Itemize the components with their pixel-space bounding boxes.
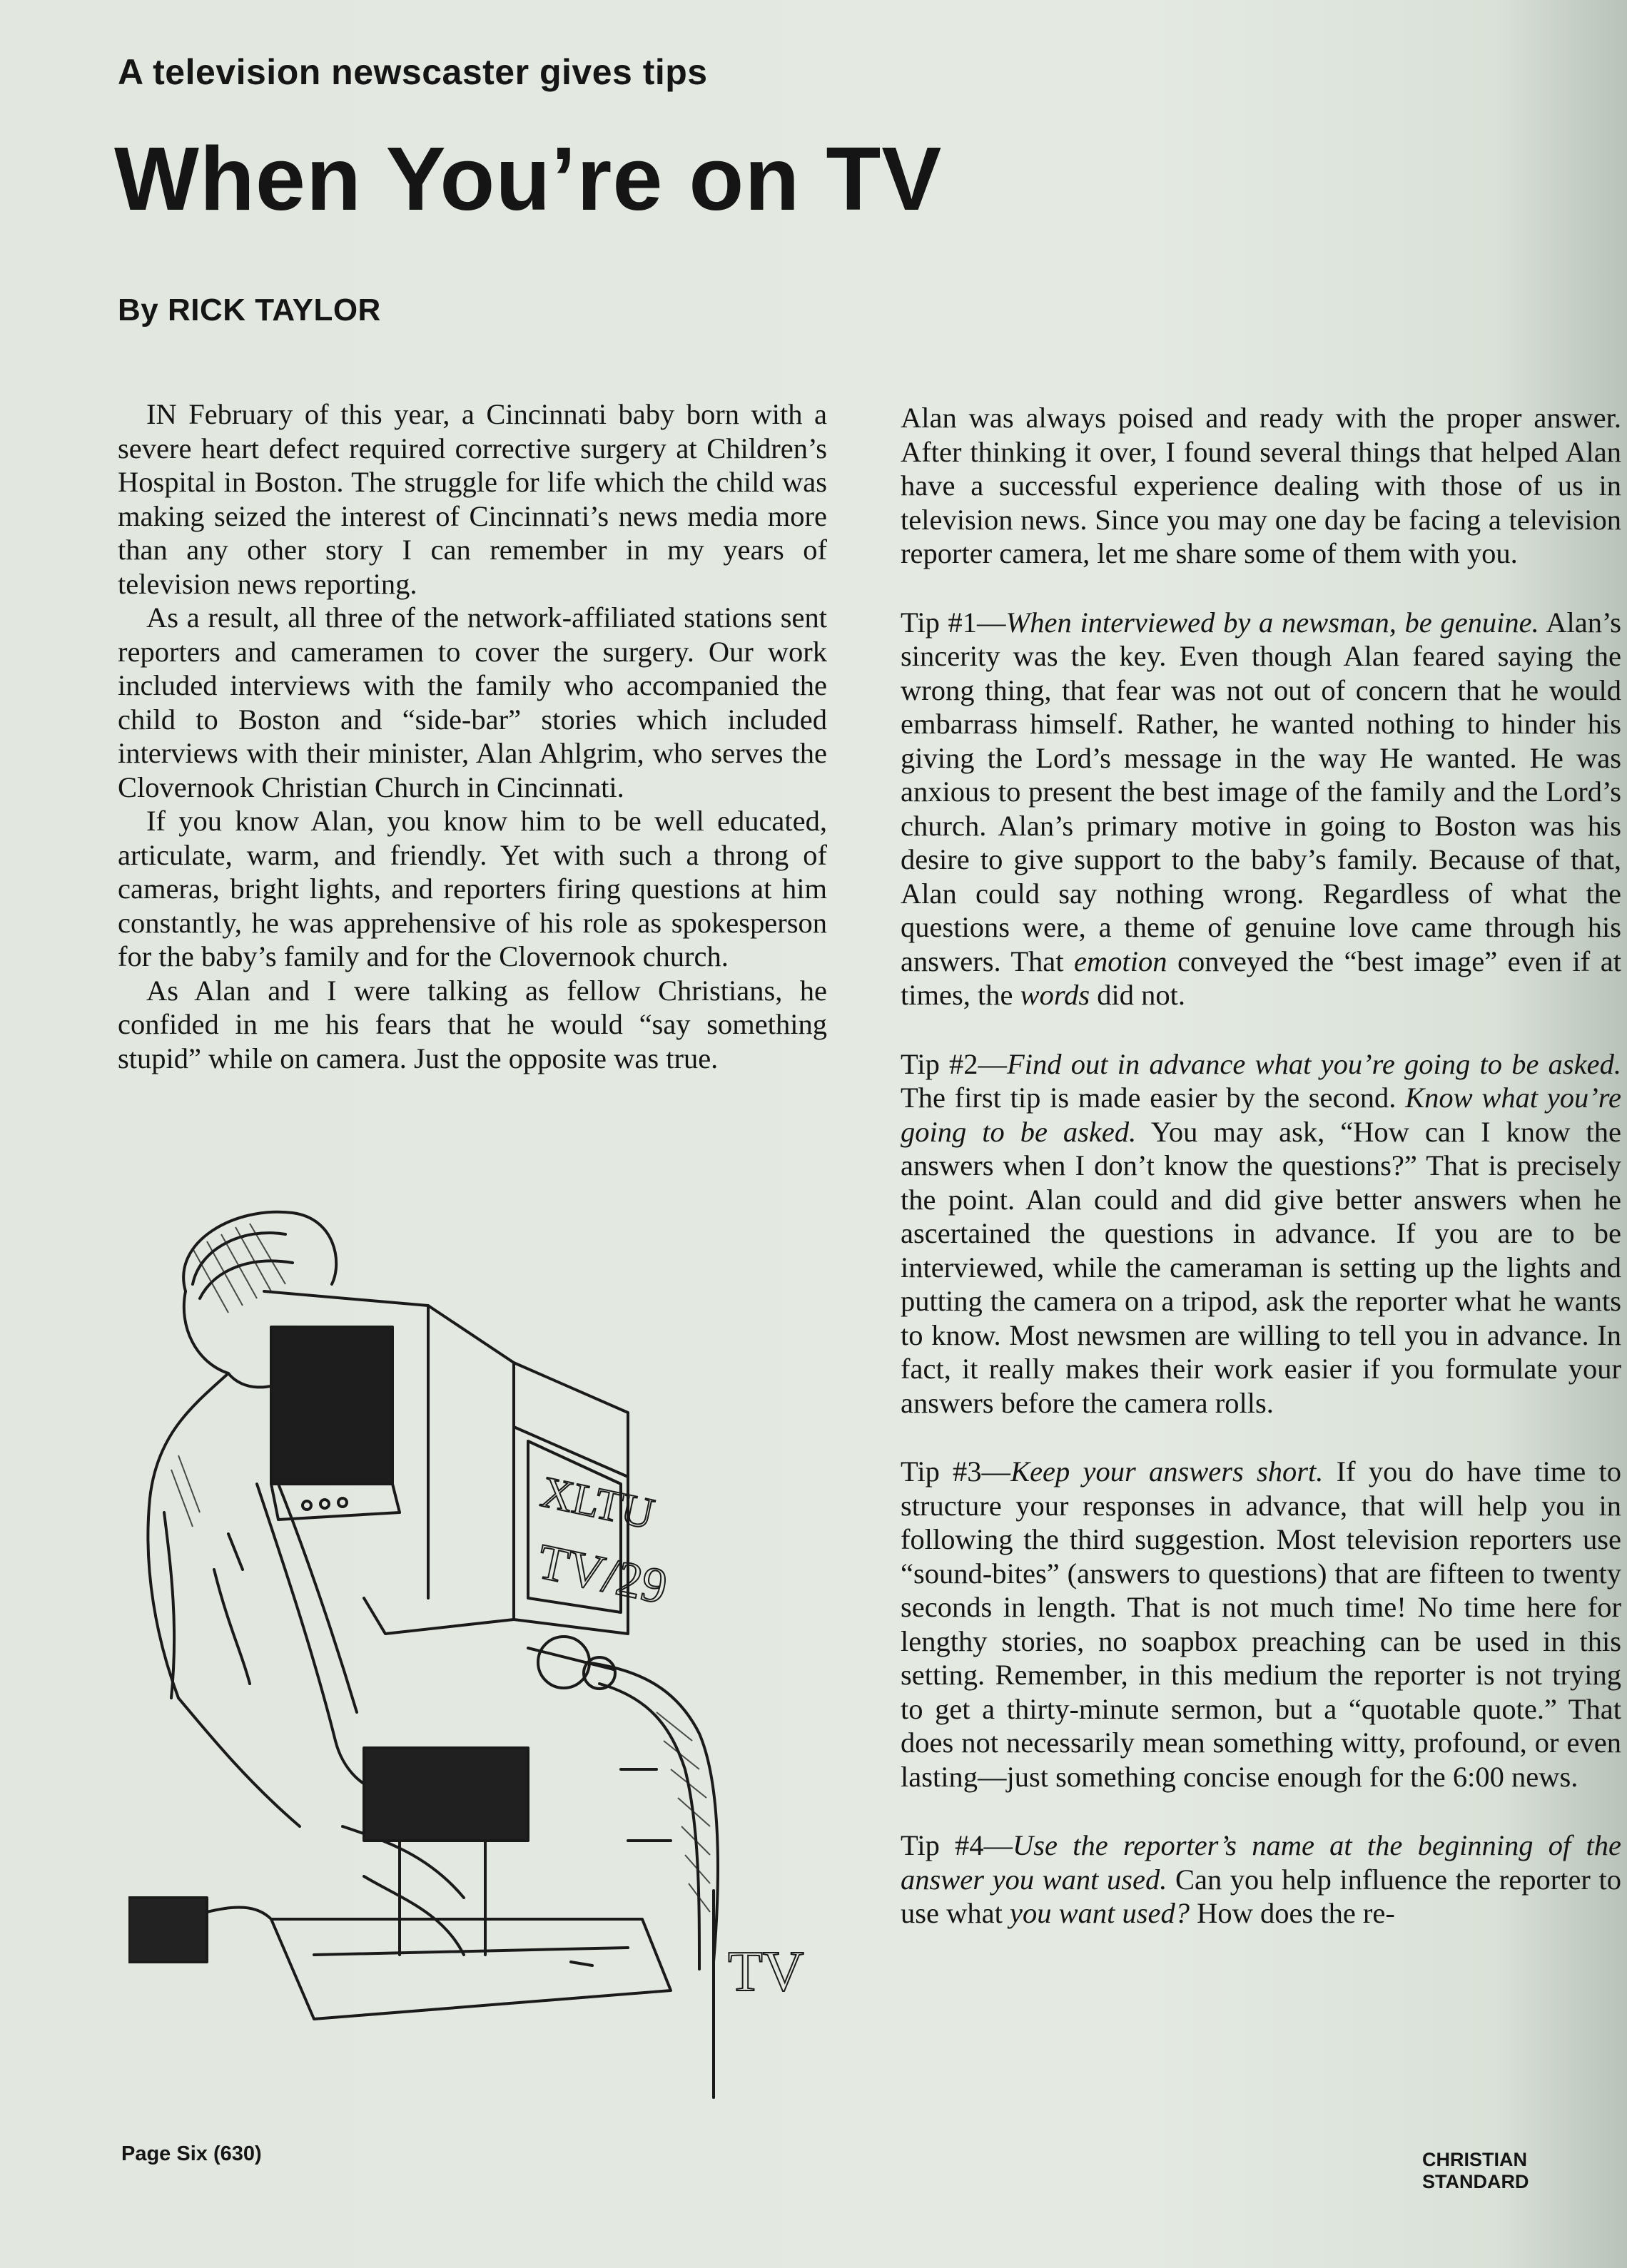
tip-1-body: Alan’s sincerity was the key. Even though Alan feared saying the wrong thing, that fear was not out of concern that he would embarrass himself. Rather, he wanted nothing to hinder his giving the Lord’s message in the way He wanted. He was anxious to present the best image of the family and the Lord’s church. Alan’s primary motive in going to Boston was his desire to give support to the baby’s family. Because of that, Alan could say nothing wrong. Regardless of what the questions were, a theme of genuine love came through his answers. That xyxy=(901,606,1621,977)
publication-footer: CHRISTIAN STANDARD xyxy=(1422,2149,1529,2192)
tip-3-body: If you do have time to structure your responses in advance, that will help you in following the third suggestion. Most television reporters use “sound-bites” (answers to questions) that are fifteen to twenty seconds in length. That is not much time! No time here for lengthy stories, no soapbox preaching can be used in this setting. Remember, in this medium the reporter is not trying to get a thirty-minute sermon, but a “quotable quote.” That does not necessarily mean something witty, profound, or even lasting—just something concise enough for the 6:00 news. xyxy=(901,1455,1621,1793)
tip-2-body: The first tip is made easier by the second. xyxy=(901,1082,1406,1114)
tip-1-body: did not. xyxy=(1090,979,1186,1011)
tip-3-label: Tip #3— xyxy=(901,1455,1011,1488)
paragraph: If you know Alan, you know him to be well educated, articulate, warm, and friendly. Yet with such a throng of cameras, bright lights, and reporters firing questions at him constantly, he was apprehensive of his role as spokesperson for the baby’s family and for the Clovernook church. xyxy=(118,805,827,972)
tip-1-label: Tip #1— xyxy=(901,606,1006,639)
camera-lettering-tv29: TV/29 xyxy=(532,1534,672,1615)
paragraph: As a result, all three of the network-affiliated stations sent reporters and cameramen to cover the surgery. Our work included interviews with the family who accompanied the child to Boston and “side-bar” stories which included interviews with their minister, Alan Ahlgrim, who serves the Clovernook Christian Church in Cincinnati. xyxy=(118,601,827,803)
tip-4 xyxy=(901,1829,1621,1931)
camera-lettering-xltu: XLTU xyxy=(537,1468,659,1539)
tip-4-emphasis: you want used? xyxy=(1009,1897,1190,1929)
tip-1-body: conveyed the “best image” even if at times, the xyxy=(901,945,1621,1011)
left-column xyxy=(118,397,827,1075)
tip-2-body: You may ask, “How can I know the answers when I don’t know the questions?” That is precisely the point. Alan could and did give better answers when he ascertained the questions in advance. If you are to be interviewed, while the cameraman is setting up the lights and putting the camera on a tripod, ask the reporter what he wants to know. Most newsmen are willing to tell you in advance. In fact, it really makes their work easier if you formulate your answers before the camera rolls. xyxy=(901,1115,1621,1419)
tip-1-emphasis: words xyxy=(1020,979,1090,1011)
tip-3 xyxy=(901,1455,1621,1794)
tip-2-label: Tip #2— xyxy=(901,1047,1008,1080)
tip-4-body: Can you help influence the reporter to use what xyxy=(901,1863,1621,1929)
right-column xyxy=(901,401,1621,1966)
paragraph: As Alan and I were talking as fellow Christians, he confided in me his fears that he would “say something stupid” while on camera. Just the opposite was true. xyxy=(118,974,827,1074)
tip-4-heading: Use the reporter’s name at the beginning of the answer you want used. xyxy=(901,1829,1621,1896)
tip-1-emphasis: emotion xyxy=(1074,945,1167,977)
headline: When You’re on TV xyxy=(114,128,943,229)
tv-cameraman-illustration xyxy=(128,1199,828,2105)
intro-paragraph: Alan was always poised and ready with the proper answer. After thinking it over, I found several things that helped Alan have a successful experience dealing with those of us in television news. Since you may one day be facing a television reporter camera, let me share some of them with you. xyxy=(901,402,1621,569)
tip-2 xyxy=(901,1047,1621,1420)
paragraph: IN February of this year, a Cincinnati baby born with a severe heart defect required corrective surgery at Children’s Hospital in Boston. The struggle for life which the child was making seized the interest of Cincinnati’s news media more than any other story I can remember in my years of television news reporting. xyxy=(118,398,827,600)
tip-4-label: Tip #4— xyxy=(901,1829,1013,1861)
byline: By RICK TAYLOR xyxy=(118,293,381,327)
kicker-line: A television newscaster gives tips xyxy=(118,52,708,92)
base-lettering-tv: TV xyxy=(728,1941,804,2003)
tip-3-heading: Keep your answers short. xyxy=(1010,1455,1324,1488)
page-number-footer: Page Six (630) xyxy=(121,2142,262,2165)
tip-1 xyxy=(901,606,1621,1012)
tip-1-heading: When interviewed by a newsman, be genuine. xyxy=(1005,606,1539,639)
tip-2-emphasis: Know what you’re going to be asked. xyxy=(901,1082,1621,1148)
tip-2-heading: Find out in advance what you’re going to be asked. xyxy=(1007,1047,1621,1080)
tip-4-body: How does the re- xyxy=(1189,1897,1395,1929)
